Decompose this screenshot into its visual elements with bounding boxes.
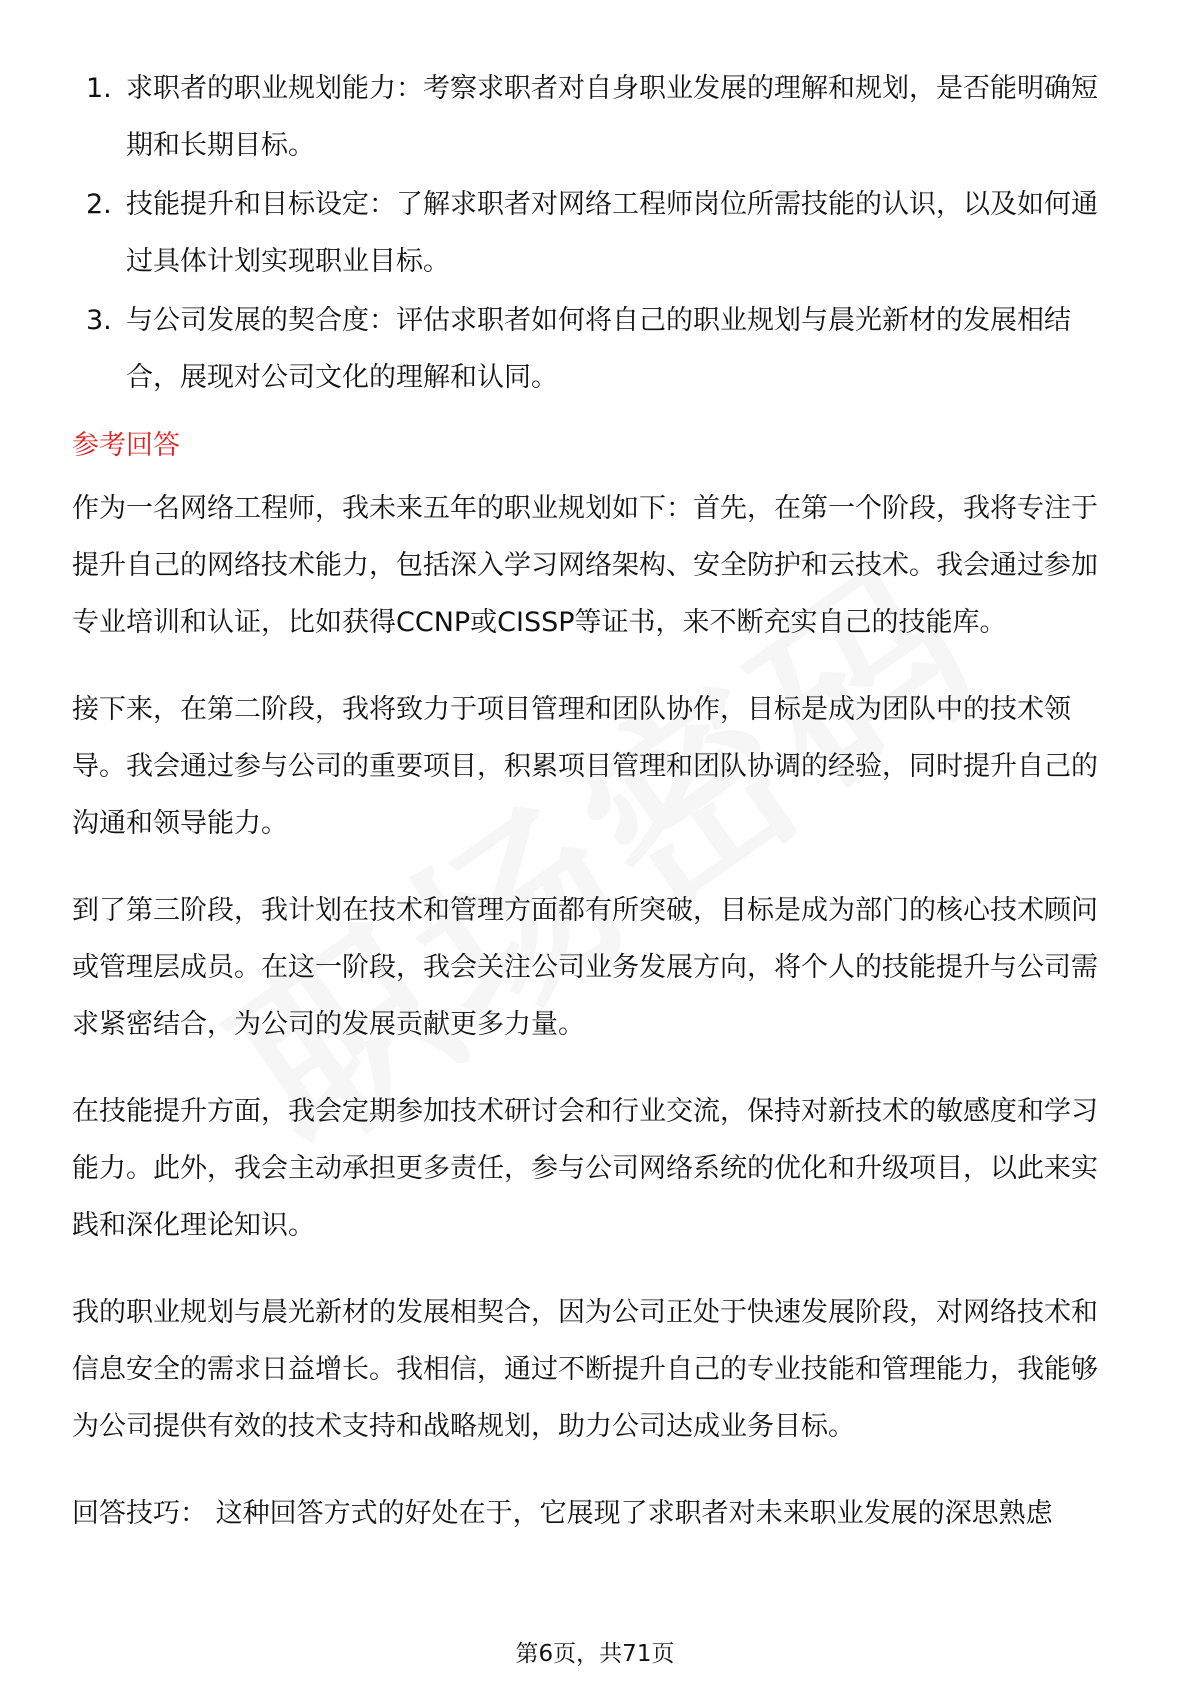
list-item-text: 技能提升和目标设定：了解求职者对网络工程师岗位所需技能的认识，以及如何通过具体计划实现职业目标。 [126,189,1098,277]
list-item-text: 与公司发展的契合度：评估求职者如何将自己的职业规划与晨光新材的发展相结合，展现对公司文化的理解和认同。 [126,305,1071,393]
page-content [72,60,1118,1542]
evaluation-points-list [72,60,1118,406]
list-item-number: 3. [86,305,112,336]
list-item [72,60,1118,174]
answer-paragraph: 我的职业规划与晨光新材的发展相契合，因为公司正处于快速发展阶段，对网络技术和信息安全的需求日益增长。我相信，通过不断提升自己的专业技能和管理能力，我能够为公司提供有效的技术支持和战略规划，助力公司达成业务目标。 [72,1297,1098,1442]
list-item-number: 2. [86,189,112,220]
section-heading-reference-answer: 参考回答 [72,430,180,461]
list-item [72,176,1118,290]
answer-tip: 回答技巧： 这种回答方式的好处在于，它展现了求职者对未来职业发展的深思熟虑 [72,1498,1053,1529]
list-item-text: 求职者的职业规划能力：考察求职者对自身职业发展的理解和规划，是否能明确短期和长期目标。 [126,73,1098,161]
answer-paragraph: 作为一名网络工程师，我未来五年的职业规划如下：首先，在第一个阶段，我将专注于提升自己的网络技术能力，包括深入学习网络架构、安全防护和云技术。我会通过参加专业培训和认证，比如获得CCNP或CISSP等证书，来不断充实自己的技能库。 [72,493,1098,638]
list-item [72,292,1118,406]
answer-paragraph: 到了第三阶段，我计划在技术和管理方面都有所突破，目标是成为部门的核心技术顾问或管理层成员。在这一阶段，我会关注公司业务发展方向，将个人的技能提升与公司需求紧密结合，为公司的发展贡献更多力量。 [72,895,1098,1040]
answer-paragraph: 接下来，在第二阶段，我将致力于项目管理和团队协作，目标是成为团队中的技术领导。我会通过参与公司的重要项目，积累项目管理和团队协调的经验，同时提升自己的沟通和领导能力。 [72,694,1098,839]
list-item-number: 1. [86,73,112,104]
answer-paragraph: 在技能提升方面，我会定期参加技术研讨会和行业交流，保持对新技术的敏感度和学习能力。此外，我会主动承担更多责任，参与公司网络系统的优化和升级项目，以此来实践和深化理论知识。 [72,1096,1098,1241]
page-number-footer: 第6页，共71页 [515,1641,675,1667]
